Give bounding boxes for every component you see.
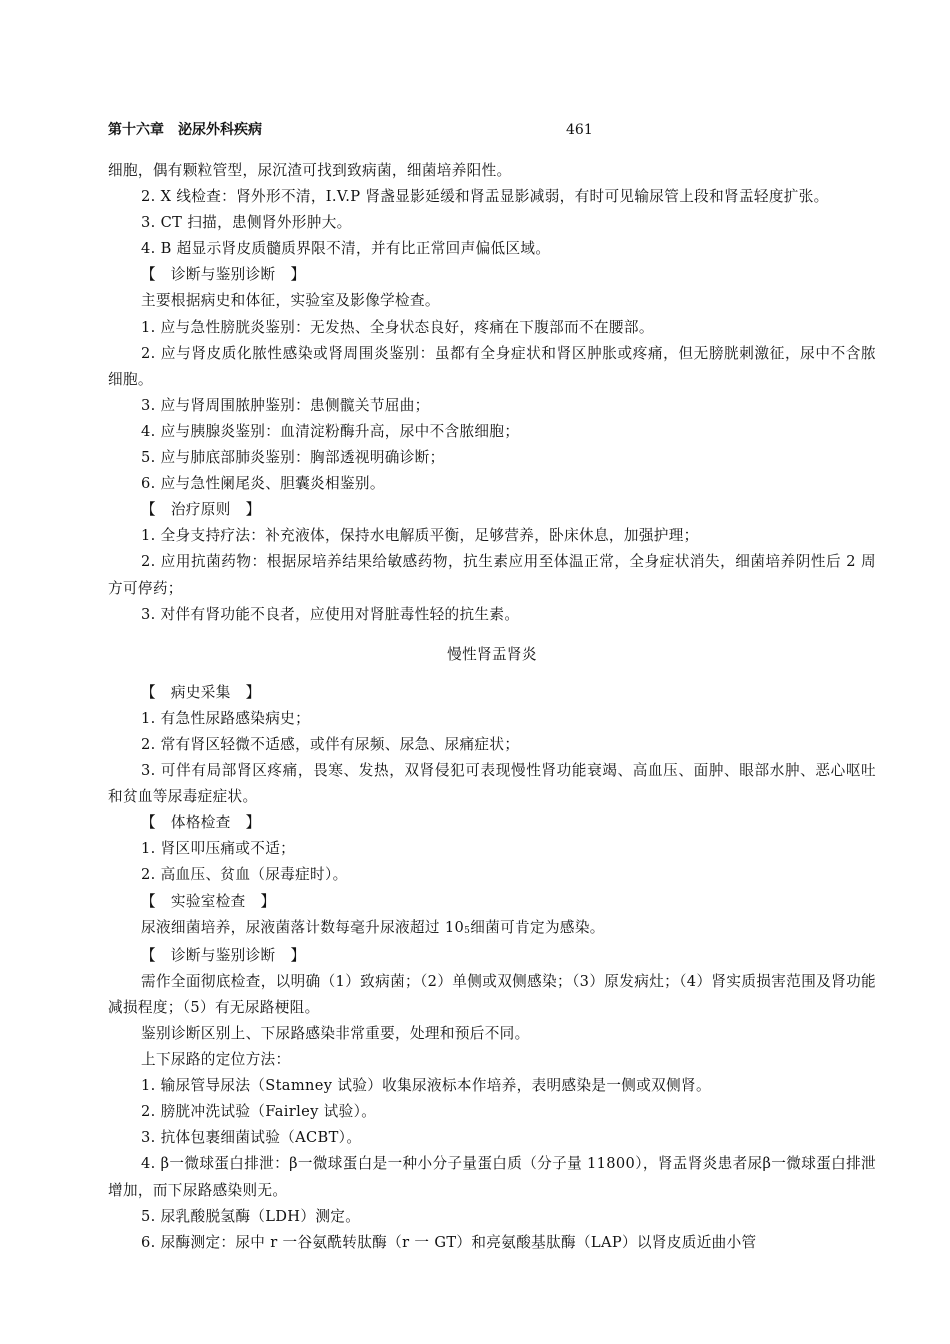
paragraph: 2. 应用抗菌药物：根据尿培养结果给敏感药物，抗生素应用至体温正常，全身症状消失，细菌培养阴性后 2 周方可停药； — [108, 553, 876, 597]
page-body — [108, 158, 876, 1256]
lab-text-before: 尿液细菌培养，尿液菌落计数每毫升尿液超过 10 — [141, 918, 465, 936]
paragraph: 2. X 线检查：肾外形不清，I.V.P 肾盏显影延缓和肾盂显影减弱，有时可见输尿管上段和肾盂轻度扩张。 — [141, 188, 829, 206]
paragraph: 3. 可伴有局部肾区疼痛，畏寒、发热，双肾侵犯可表现慢性肾功能衰竭、高血压、面肿、眼部水肿、恶心呕吐和贫血等尿毒症症状。 — [108, 762, 876, 806]
paragraph: 上下尿路的定位方法： — [141, 1051, 291, 1069]
paragraph: 3. 应与肾周围脓肿鉴别：患侧髋关节屈曲； — [141, 396, 430, 414]
paragraph: 2. 高血压、贫血（尿毒症时）。 — [141, 866, 348, 884]
exponent: 5 — [464, 925, 471, 936]
paragraph: 6. 应与急性阑尾炎、胆囊炎相鉴别。 — [141, 475, 385, 493]
section-heading: 【 诊断与鉴别诊断 】 — [141, 266, 306, 284]
section-heading: 【 诊断与鉴别诊断 】 — [141, 946, 306, 964]
paragraph: 3. 对伴有肾功能不良者，应使用对肾脏毒性轻的抗生素。 — [141, 605, 520, 623]
section-heading: 【 治疗原则 】 — [141, 501, 261, 519]
paragraph: 5. 应与肺底部肺炎鉴别：胸部透视明确诊断； — [141, 449, 445, 467]
paragraph: 4. 应与胰腺炎鉴别：血清淀粉酶升高，尿中不含脓细胞； — [141, 422, 520, 440]
paragraph: 2. 膀胱冲洗试验（Fairley 试验）。 — [141, 1103, 377, 1121]
paragraph: 5. 尿乳酸脱氢酶（LDH）测定。 — [141, 1207, 361, 1225]
paragraph: 1. 有急性尿路感染病史； — [141, 709, 311, 727]
paragraph: 2. 常有肾区轻微不适感，或伴有尿频、尿急、尿痛症状； — [141, 735, 520, 753]
page-header — [108, 120, 848, 140]
paragraph: 3. CT 扫描，患侧肾外形肿大。 — [141, 214, 352, 232]
page-number: 461 — [566, 122, 593, 138]
paragraph: 1. 应与急性膀胱炎鉴别：无发热、全身状态良好，疼痛在下腹部而不在腰部。 — [141, 318, 654, 336]
paragraph: 主要根据病史和体征，实验室及影像学检查。 — [141, 292, 440, 310]
paragraph: 鉴别诊断区别上、下尿路感染非常重要，处理和预后不同。 — [141, 1025, 530, 1042]
paragraph: 1. 肾区叩压痛或不适； — [141, 840, 296, 858]
paragraph: 1. 输尿管导尿法（Stamney 试验）收集尿液标本作培养，表明感染是一侧或双侧肾。 — [141, 1077, 711, 1095]
section-heading: 【 体格检查 】 — [141, 814, 261, 832]
paragraph: 6. 尿酶测定：尿中 r 一谷氨酰转肽酶（r 一 GT）和亮氨酸基肽酶（LAP）以肾皮质近曲小管 — [141, 1233, 757, 1251]
paragraph: 2. 应与肾皮质化脓性感染或肾周围炎鉴别：虽都有全身症状和肾区肿胀或疼痛，但无膀胱刺激征，尿中不含脓细胞。 — [108, 344, 876, 388]
section-heading: 【 实验室检查 】 — [141, 892, 276, 910]
paragraph: 3. 抗体包裹细菌试验（ACBT）。 — [141, 1129, 362, 1147]
section-heading: 【 病史采集 】 — [141, 683, 261, 701]
section-title: 慢性肾盂肾炎 — [447, 645, 537, 663]
paragraph: 4. β一微球蛋白排泄：β一微球蛋白是一种小分子量蛋白质（分子量 11800），肾盂肾炎患者尿β一微球蛋白排泄增加，而下尿路感染则无。 — [108, 1155, 876, 1199]
lab-text-after: 细菌可肯定为感染。 — [470, 918, 605, 936]
paragraph: 1. 全身支持疗法：补充液体，保持水电解质平衡，足够营养，卧床休息，加强护理； — [141, 527, 699, 545]
paragraph: 4. B 超显示肾皮质髓质界限不清，并有比正常回声偏低区域。 — [141, 240, 551, 258]
chapter-title: 第十六章 泌尿外科疾病 — [108, 122, 262, 138]
paragraph — [108, 915, 876, 943]
paragraph: 细胞，偶有颗粒管型，尿沉渣可找到致病菌，细菌培养阳性。 — [108, 162, 512, 179]
paragraph: 需作全面彻底检查，以明确（1）致病菌；（2）单侧或双侧感染；（3）原发病灶；（4）肾实质损害范围及肾功能减损程度；（5）有无尿路梗阻。 — [108, 972, 876, 1016]
